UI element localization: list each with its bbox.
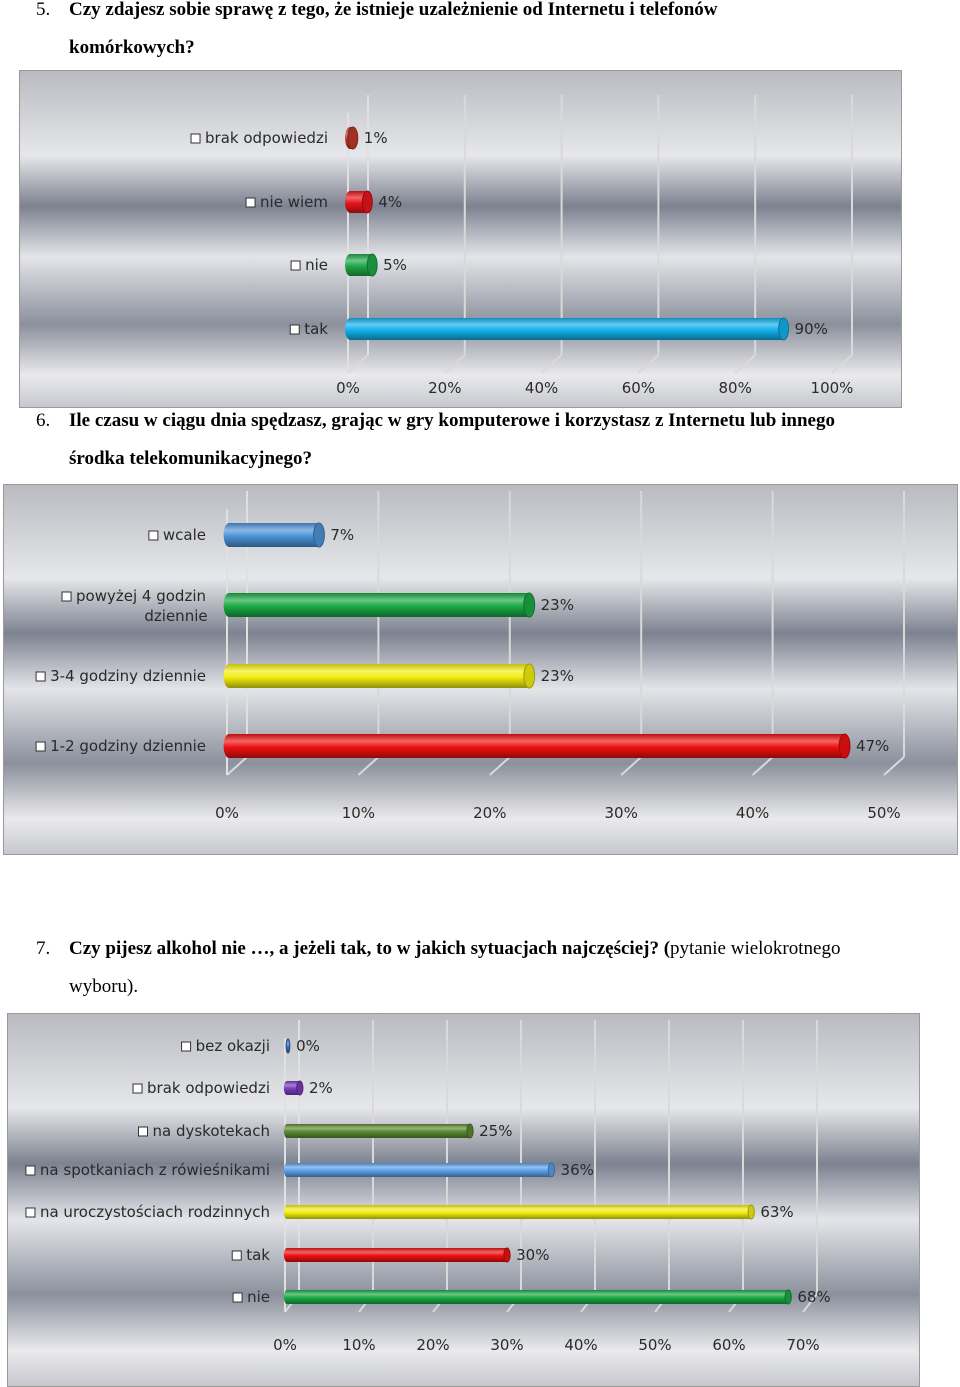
data-label: 7% <box>330 526 355 544</box>
bar-body <box>284 1248 510 1262</box>
data-label: 1% <box>363 129 388 147</box>
question-7-number: 7. <box>36 938 51 959</box>
bar-cap <box>524 593 535 617</box>
bar-cap <box>748 1205 754 1219</box>
svg-text:na spotkaniach z rówieśnikami: na spotkaniach z rówieśnikami <box>39 1161 270 1179</box>
bar-1 <box>345 191 372 213</box>
bar-1 <box>224 593 535 617</box>
legend-square-icon <box>182 1042 191 1051</box>
bar-body <box>224 664 535 688</box>
bar-cap <box>779 318 789 340</box>
legend-square-icon <box>36 742 45 751</box>
bar-cap <box>314 523 325 547</box>
question-6-number: 6. <box>36 410 51 431</box>
data-label: 25% <box>479 1122 513 1140</box>
data-label: 63% <box>760 1203 794 1221</box>
legend-square-icon <box>149 531 158 540</box>
svg-text:wcale: wcale <box>162 526 206 544</box>
bar-cap <box>785 1290 791 1304</box>
svg-text:brak odpowiedzi: brak odpowiedzi <box>205 129 328 147</box>
x-tick-label: 70% <box>786 1336 820 1354</box>
chart-q6-svg <box>4 485 958 855</box>
bar-5 <box>284 1248 510 1262</box>
bar-cap <box>839 734 850 758</box>
bar-3 <box>284 1163 555 1177</box>
x-tick-label: 40% <box>564 1336 598 1354</box>
svg-text:1-2 godziny dziennie: 1-2 godziny dziennie <box>50 737 206 755</box>
bar-body <box>284 1290 791 1304</box>
chart-q7 <box>7 1013 920 1387</box>
question-5-line1: Czy zdajesz sobie sprawę z tego, że istnieje uzależnienie od Internetu i telefonów <box>69 0 718 20</box>
x-tick-label: 10% <box>342 1336 376 1354</box>
bar-cap <box>367 254 377 276</box>
bar-3 <box>345 318 788 340</box>
question-5-line2: komórkowych? <box>69 37 195 58</box>
x-tick-label: 20% <box>473 804 507 822</box>
legend-square-icon <box>291 261 300 270</box>
bar-3 <box>224 734 850 758</box>
category-label <box>26 1203 270 1221</box>
legend-square-icon <box>133 1084 142 1093</box>
x-tick-label: 40% <box>524 379 559 397</box>
x-tick-label: 60% <box>712 1336 746 1354</box>
svg-text:bez okazji: bez okazji <box>195 1037 270 1055</box>
bar-0 <box>224 523 325 547</box>
svg-text:brak odpowiedzi: brak odpowiedzi <box>147 1079 270 1097</box>
chart-background <box>8 1014 920 1387</box>
category-label <box>36 737 206 755</box>
bar-cap <box>524 664 535 688</box>
x-tick-label: 0% <box>273 1336 297 1354</box>
bar-0 <box>286 1039 290 1053</box>
svg-text:tak: tak <box>304 320 328 338</box>
x-tick-label: 0% <box>215 804 239 822</box>
x-tick-label: 100% <box>810 379 854 397</box>
x-tick-label: 40% <box>735 804 770 822</box>
svg-text:nie: nie <box>305 256 328 274</box>
bar-body <box>284 1163 555 1177</box>
question-7-line1-bold: Czy pijesz alkohol nie …, a jeżeli tak, to w jakich sytuacjach najczęściej? ( <box>69 938 671 959</box>
bar-2 <box>284 1124 473 1138</box>
question-6 <box>36 402 835 478</box>
bar-6 <box>284 1290 791 1304</box>
bar-2 <box>345 254 377 276</box>
question-5-number: 5. <box>36 0 51 20</box>
legend-square-icon <box>191 134 200 143</box>
chart-q6 <box>3 484 958 855</box>
legend-square-icon <box>26 1166 35 1175</box>
data-label: 30% <box>516 1246 550 1264</box>
data-label: 47% <box>855 737 890 755</box>
x-tick-label: 30% <box>604 804 638 822</box>
x-tick-label: 20% <box>428 379 462 397</box>
x-tick-label: 50% <box>638 1336 672 1354</box>
data-label: 2% <box>308 1079 333 1097</box>
question-6-line2: środka telekomunikacyjnego? <box>69 448 312 469</box>
legend-square-icon <box>26 1208 35 1217</box>
bar-body <box>284 1205 754 1219</box>
chart-q7-svg <box>8 1014 920 1387</box>
bar-cap <box>297 1081 303 1095</box>
bar-cap <box>286 1039 290 1053</box>
svg-text:nie wiem: nie wiem <box>260 193 328 211</box>
bar-4 <box>284 1205 754 1219</box>
legend-square-icon <box>36 672 45 681</box>
bar-cap <box>548 1163 554 1177</box>
data-label: 90% <box>794 320 828 338</box>
x-tick-label: 60% <box>621 379 656 397</box>
category-label <box>133 1079 270 1097</box>
bar-body <box>345 318 788 340</box>
x-tick-label: 50% <box>867 804 901 822</box>
svg-text:tak: tak <box>246 1246 270 1264</box>
svg-text:powyżej 4 godzin: powyżej 4 godzin <box>76 587 206 605</box>
data-label: 23% <box>540 596 574 614</box>
bar-2 <box>224 664 535 688</box>
x-tick-label: 10% <box>341 804 376 822</box>
bar-body <box>224 593 535 617</box>
bar-body <box>284 1124 473 1138</box>
question-5 <box>36 0 718 67</box>
category-label <box>139 1122 271 1140</box>
bar-cap <box>348 127 358 149</box>
question-7-line2: wyboru). <box>69 976 139 997</box>
bar-1 <box>284 1081 303 1095</box>
category-label <box>26 1161 270 1179</box>
bar-cap <box>362 191 372 213</box>
svg-text:na dyskotekach: na dyskotekach <box>152 1122 270 1140</box>
legend-square-icon <box>246 198 255 207</box>
x-tick-label: 20% <box>416 1336 450 1354</box>
x-tick-label: 0% <box>336 379 360 397</box>
chart-q5-svg <box>20 71 902 408</box>
category-label <box>182 1037 270 1055</box>
data-label: 4% <box>378 193 403 211</box>
legend-square-icon <box>62 592 71 601</box>
data-label: 68% <box>797 1288 831 1306</box>
chart-q5 <box>19 70 902 408</box>
svg-text:na uroczystościach rodzinnych: na uroczystościach rodzinnych <box>39 1203 270 1221</box>
bar-body <box>224 734 850 758</box>
bar-cap <box>504 1248 510 1262</box>
legend-square-icon <box>232 1251 241 1260</box>
svg-text:nie: nie <box>247 1288 270 1306</box>
bar-0 <box>345 127 358 149</box>
bar-body <box>224 523 325 547</box>
question-7-line1-normal: pytanie wielokrotnego <box>670 938 841 959</box>
svg-text:dziennie: dziennie <box>144 607 208 625</box>
bar-cap <box>467 1124 473 1138</box>
data-label: 23% <box>540 667 574 685</box>
category-label <box>36 667 206 685</box>
data-label: 36% <box>560 1161 594 1179</box>
legend-square-icon <box>139 1127 148 1136</box>
x-tick-label: 30% <box>490 1336 524 1354</box>
x-tick-label: 80% <box>718 379 752 397</box>
data-label: 5% <box>383 256 407 274</box>
legend-square-icon <box>290 325 299 334</box>
svg-text:3-4 godziny dziennie: 3-4 godziny dziennie <box>50 667 206 685</box>
category-label <box>191 129 328 147</box>
question-7 <box>36 930 840 1006</box>
question-6-line1: Ile czasu w ciągu dnia spędzasz, grając w gry komputerowe i korzystasz z Internetu lub innego <box>69 410 835 431</box>
data-label: 0% <box>296 1037 320 1055</box>
legend-square-icon <box>233 1293 242 1302</box>
